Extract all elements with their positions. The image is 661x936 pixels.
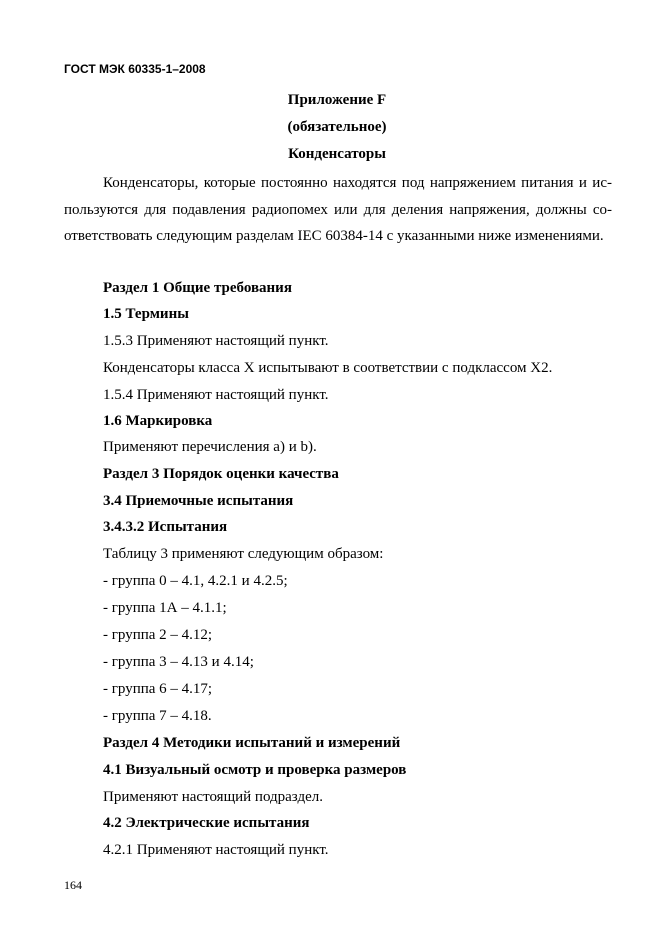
clause-4-2-heading: 4.2 Электрические испытания [103,815,310,831]
marking-text: Применяют перечисления a) и b). [103,439,317,455]
list-item: - группа 7 – 4.18. [103,708,212,724]
list-item: - группа 2 – 4.12; [103,627,213,643]
class-x-text: Конденсаторы класса X испытывают в соответствии с подклассом X2. [103,360,553,376]
appendix-title: Приложение F [287,92,387,108]
section-4-heading: Раздел 4 Методики испытаний и измерений [103,735,401,751]
clause-3-4-3-2-heading: 3.4.3.2 Испытания [103,519,228,535]
appendix-status: (обязательное) [287,119,387,135]
clause-4-1-heading: 4.1 Визуальный осмотр и проверка размеров [103,762,407,778]
subsection-text: Применяют настоящий подраздел. [103,789,323,805]
document-header: ГОСТ МЭК 60335-1–2008 [64,62,206,76]
page-number: 164 [64,878,82,892]
list-item: - группа 3 – 4.13 и 4.14; [103,654,254,670]
appendix-subject: Конденсаторы [288,146,386,162]
clause-1-5-heading: 1.5 Термины [103,306,189,322]
table-3-text: Таблицу 3 применяют следующим образом: [103,546,384,562]
clause-1-5-4-text: 1.5.4 Применяют настоящий пункт. [103,387,329,403]
intro-paragraph: Конденсаторы, которые постоянно находятся под напряжением питания и используются для подавления радиопомех или для деления напряжения, должны соответствовать следующим разделам IEC 60384-14 с указанными ниже изменениями. [64,175,612,244]
clause-4-2-1-text: 4.2.1 Применяют настоящий пункт. [103,842,329,858]
section-1-heading: Раздел 1 Общие требования [103,280,292,296]
list-item: - группа 0 – 4.1, 4.2.1 и 4.2.5; [103,573,288,589]
clause-1-6-heading: 1.6 Маркировка [103,413,213,429]
list-item: - группа 6 – 4.17; [103,681,213,697]
clause-3-4-heading: 3.4 Приемочные испытания [103,493,294,509]
section-3-heading: Раздел 3 Порядок оценки качества [103,466,339,482]
clause-1-5-3-text: 1.5.3 Применяют настоящий пункт. [103,333,329,349]
list-item: - группа 1А – 4.1.1; [103,600,227,616]
